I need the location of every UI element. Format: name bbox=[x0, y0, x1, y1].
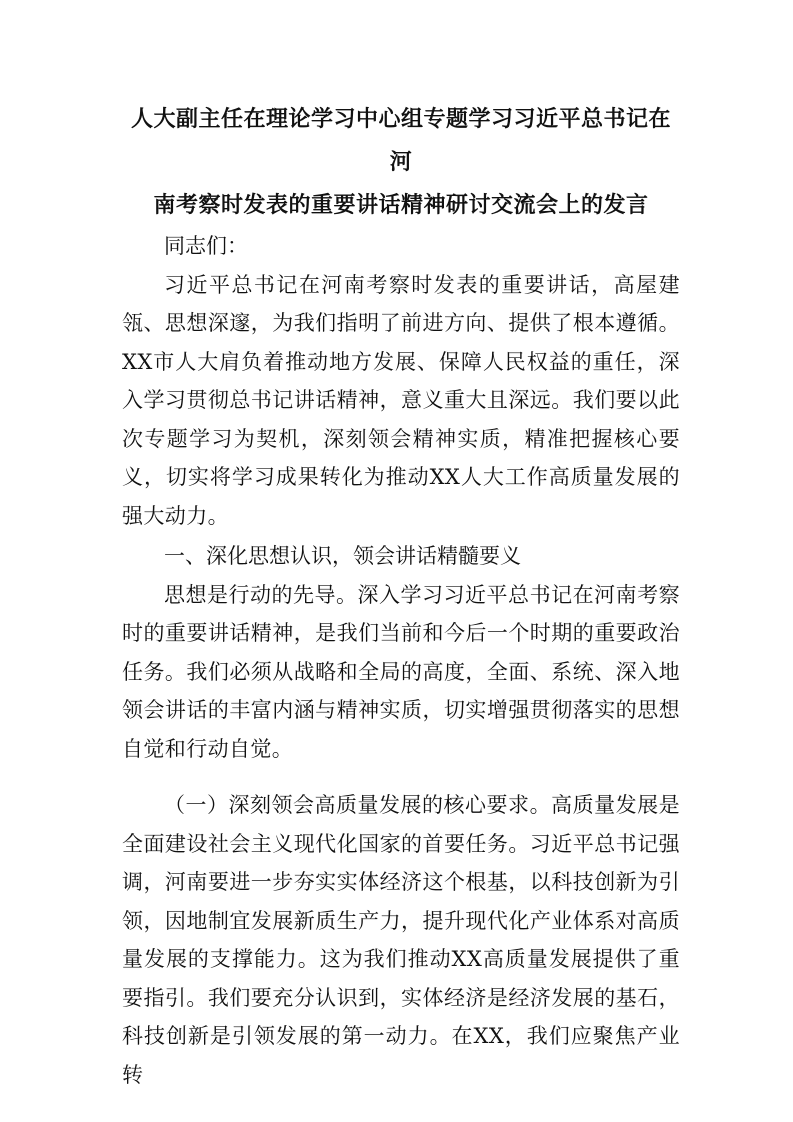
salutation: 同志们： bbox=[164, 234, 248, 258]
subsection-1-paragraph: （一）深刻领会高质量发展的核心要求。高质量发展是全面建设社会主义现代化国家的首要任务。习近平总书记强调，河南要进一步夯实实体经济这个根基，以科技创新为引领，因地制宜发展新质生产力，提升现代化产业体系对高质量发展的支撑能力。这为我们推动XX高质量发展提供了重要指引。我们要充分认识到，实体经济是经济发展的基石，科技创新是引领发展的第一动力。在XX，我们应聚焦产业转 bbox=[122, 793, 680, 1087]
title-line-1: 人大副主任在理论学习中心组专题学习习近平总书记在河 bbox=[130, 106, 671, 175]
section-heading-1: 一、深化思想认识，领会讲话精髓要义 bbox=[164, 544, 521, 568]
section-1-paragraph: 思想是行动的先导。深入学习习近平总书记在河南考察时的重要讲话精神，是我们当前和今后一个时期的重要政治任务。我们必须从战略和全局的高度，全面、系统、深入地领会讲话的丰富内涵与精神实质，切实增强贯彻落实的思想自觉和行动自觉。 bbox=[122, 582, 680, 761]
intro-paragraph: 习近平总书记在河南考察时发表的重要讲话，高屋建瓴、思想深邃，为我们指明了前进方向、提供了根本遵循。XX市人大肩负着推动地方发展、保障人民权益的重任，深入学习贯彻总书记讲话精神，意义重大且深远。我们要以此次专题学习为契机，深刻领会精神实质，精准把握核心要义，切实将学习成果转化为推动XX人大工作高质量发展的强大动力。 bbox=[122, 272, 680, 528]
document-body bbox=[122, 98, 680, 1094]
title-line-2: 南考察时发表的重要讲话精神研讨交流会上的发言 bbox=[153, 192, 649, 218]
paragraph-spacer bbox=[122, 768, 680, 786]
document-title bbox=[122, 98, 680, 227]
